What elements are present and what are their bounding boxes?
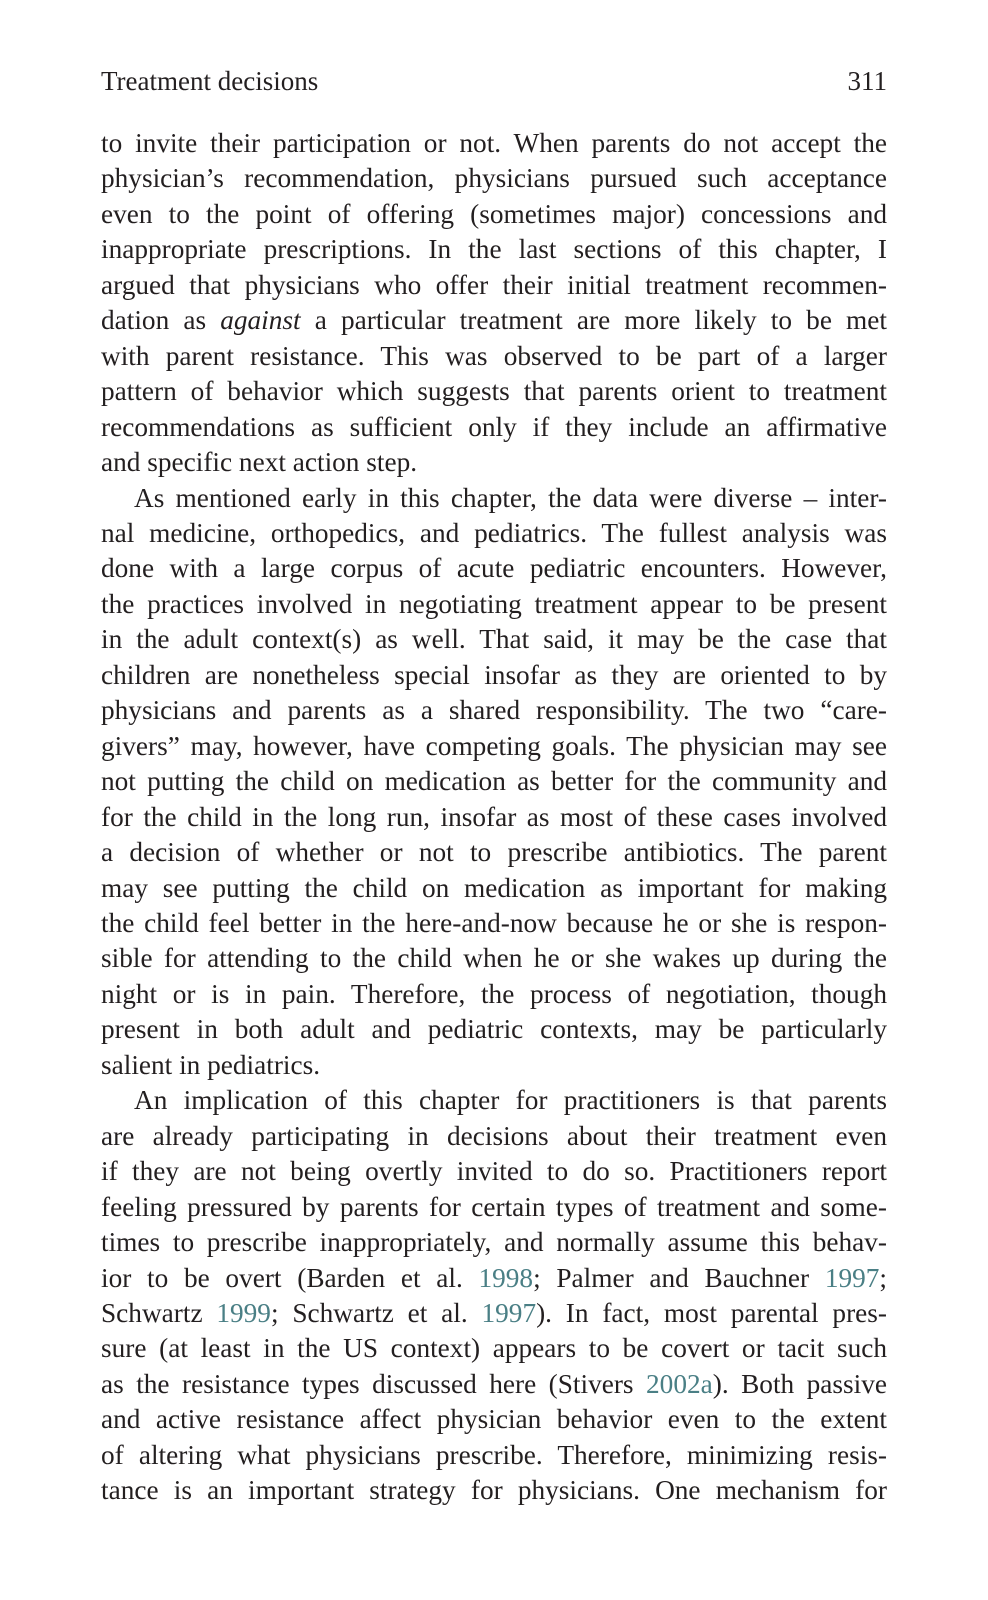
text-segment: as the resistance types discussed here (Stivers: [101, 1368, 647, 1399]
text-line: night or is in pain. Therefore, the process of negotiation, though: [101, 978, 887, 1009]
emphasis-against: against: [220, 305, 301, 336]
text-line: sible for attending to the child when he or she wakes up during the: [101, 943, 887, 974]
text-segment: ; Palmer and Bauchner: [533, 1262, 825, 1293]
text-line: As mentioned early in this chapter, the data were diverse – inter-: [134, 482, 887, 513]
text-line: givers” may, however, have competing goals. The physician may see: [101, 730, 887, 761]
paragraph-3: [101, 1083, 887, 1508]
text-line: the practices involved in negotiating treatment appear to be present: [101, 588, 887, 619]
text-segment: a particular treatment are more likely to be met: [300, 305, 887, 336]
text-line: if they are not being overtly invited to do so. Practitioners report: [101, 1156, 887, 1187]
text-line: argued that physicians who offer their initial treatment recommen-: [101, 269, 887, 300]
text-line: An implication of this chapter for practitioners is that parents: [134, 1085, 887, 1116]
text-segment: Schwartz: [101, 1297, 217, 1328]
paragraph-2: [101, 481, 887, 1084]
text-segment: ior to be overt (Barden et al.: [101, 1262, 479, 1293]
text-line: nal medicine, orthopedics, and pediatrics. The fullest analysis was: [101, 517, 887, 548]
text-line: salient in pediatrics.: [101, 1049, 321, 1080]
text-line: children are nonetheless special insofar as they are oriented to by: [101, 659, 887, 690]
text-line: present in both adult and pediatric contexts, may be particularly: [101, 1014, 887, 1045]
text-line: inappropriate prescriptions. In the last sections of this chapter, I: [101, 234, 887, 265]
text-segment: ). Both passive: [712, 1368, 887, 1399]
text-line: feeling pressured by parents for certain types of treatment and some-: [101, 1191, 887, 1222]
text-line: [101, 1261, 887, 1296]
text-line: of altering what physicians prescribe. Therefore, minimizing resis-: [101, 1439, 887, 1470]
citation-link[interactable]: 1997: [824, 1262, 880, 1293]
text-line: for the child in the long run, insofar as most of these cases involved: [101, 801, 887, 832]
citation-link[interactable]: 1997: [481, 1297, 537, 1328]
citation-link[interactable]: 1999: [216, 1297, 271, 1328]
text-line: [101, 1367, 887, 1402]
text-line: and active resistance affect physician behavior even to the extent: [101, 1404, 887, 1435]
text-line: the child feel better in the here-and-now because he or she is respon-: [101, 907, 887, 938]
text-line: physicians and parents as a shared responsibility. The two “care-: [101, 695, 887, 726]
text-line: even to the point of offering (sometimes major) concessions and: [101, 198, 887, 229]
running-head: [101, 64, 887, 98]
text-line: recommendations as sufficient only if they include an affirmative: [101, 411, 887, 442]
citation-link[interactable]: 1998: [478, 1262, 534, 1293]
text-segment: dation as: [101, 305, 221, 336]
body-text: [101, 126, 887, 1509]
text-line: a decision of whether or not to prescribe antibiotics. The parent: [101, 837, 887, 868]
text-line: done with a large corpus of acute pediatric encounters. However,: [101, 553, 887, 584]
text-line: times to prescribe inappropriately, and normally assume this behav-: [101, 1227, 887, 1258]
text-line: with parent resistance. This was observed to be part of a larger: [101, 340, 887, 371]
page-number: 311: [847, 66, 887, 96]
text-line: to invite their participation or not. When parents do not accept the: [101, 128, 887, 158]
citation-link[interactable]: 2002a: [646, 1368, 713, 1399]
text-line: tance is an important strategy for physicians. One mechanism for: [101, 1475, 887, 1506]
text-line: physician’s recommendation, physicians pursued such acceptance: [101, 163, 887, 194]
text-line: and specific next action step.: [101, 447, 418, 478]
text-line: sure (at least in the US context) appears to be covert or tacit such: [101, 1333, 887, 1364]
text-segment: ; Schwartz et al.: [270, 1297, 482, 1328]
text-line: may see putting the child on medication as important for making: [101, 872, 887, 903]
paragraph-1: [101, 126, 887, 481]
text-line: in the adult context(s) as well. That said, it may be the case that: [101, 624, 887, 655]
text-line: pattern of behavior which suggests that parents orient to treatment: [101, 376, 887, 407]
text-segment: ;: [879, 1262, 887, 1293]
text-line: [101, 1296, 887, 1331]
text-line: not putting the child on medication as better for the community and: [101, 766, 887, 797]
text-segment: ). In fact, most parental pres-: [536, 1297, 887, 1328]
text-line: [101, 303, 887, 338]
text-line: are already participating in decisions about their treatment even: [101, 1120, 887, 1151]
running-title: Treatment decisions: [101, 66, 319, 96]
